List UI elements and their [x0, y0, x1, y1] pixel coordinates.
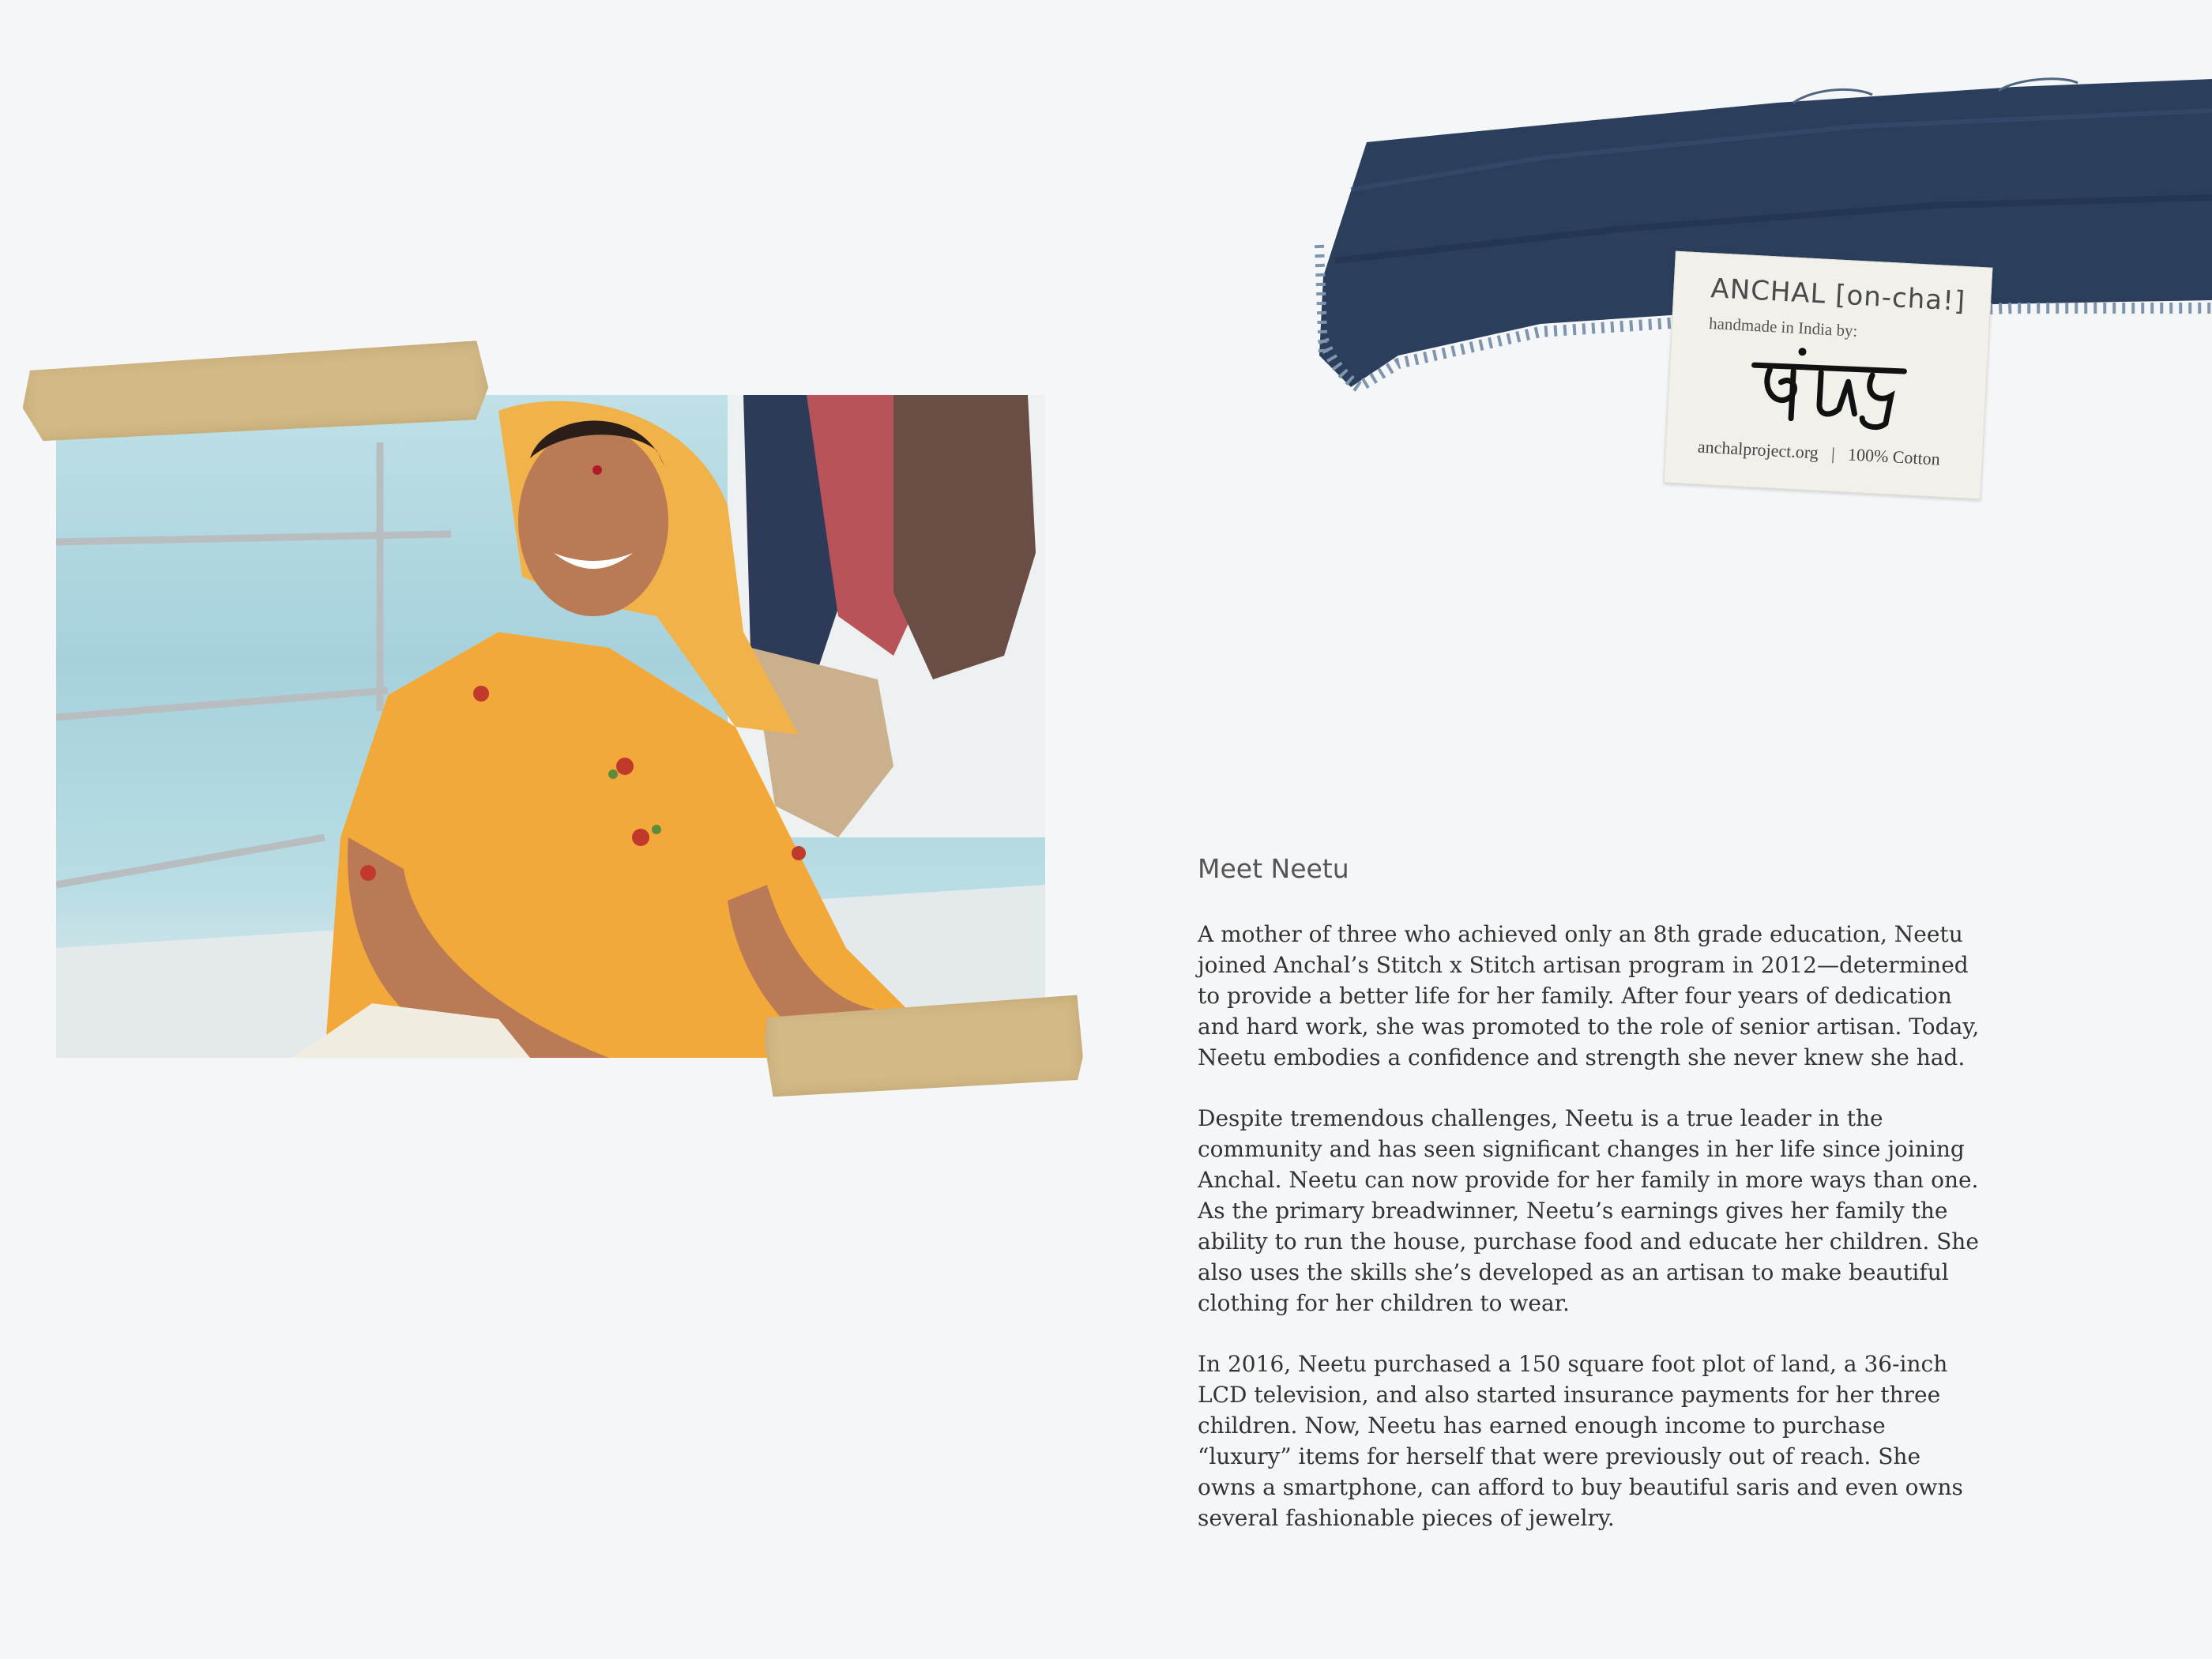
label-separator: |	[1830, 443, 1836, 464]
clothing-label	[1664, 251, 1993, 500]
article-body	[1198, 919, 1980, 1563]
artisan-photo	[56, 395, 1045, 1058]
article-paragraph: A mother of three who achieved only an 8th grade education, Neetu joined Anchal’s Stitch x Stitch artisan program in 2012—determined to provide a better life for her family. After four years of dedication and hard work, she was promoted to the role of senior artisan. Today, Neetu embodies a confidence and strength she never knew she had.	[1198, 921, 1980, 1070]
label-footer	[1697, 437, 1940, 470]
article-paragraph: Despite tremendous challenges, Neetu is a true leader in the community and has seen significant changes in her life since joining Anchal. Neetu can now provide for her family in more ways than one. As the primary breadwinner, Neetu’s earnings gives her family the ability to run the house, purchase food and educate her children. She also uses the skills she’s developed as an artisan to make beautiful clothing for her children to wear.	[1198, 1105, 1979, 1316]
label-material: 100% Cotton	[1847, 444, 1941, 469]
label-signature	[1743, 341, 1913, 437]
article-heading: Meet Neetu	[1198, 853, 1349, 884]
label-brand: ANCHAL [on-cha!]	[1710, 273, 1967, 318]
label-subtitle: handmade in India by:	[1708, 314, 1858, 340]
article-paragraph: In 2016, Neetu purchased a 150 square foot plot of land, a 36-inch LCD television, and also started insurance payments for her three children. Now, Neetu has earned enough income to purchase “luxury” items for herself that were previously out of reach. She owns a smartphone, can afford to buy beautiful saris and even owns several fashionable pieces of jewelry.	[1198, 1351, 1963, 1531]
label-website: anchalproject.org	[1697, 436, 1819, 463]
